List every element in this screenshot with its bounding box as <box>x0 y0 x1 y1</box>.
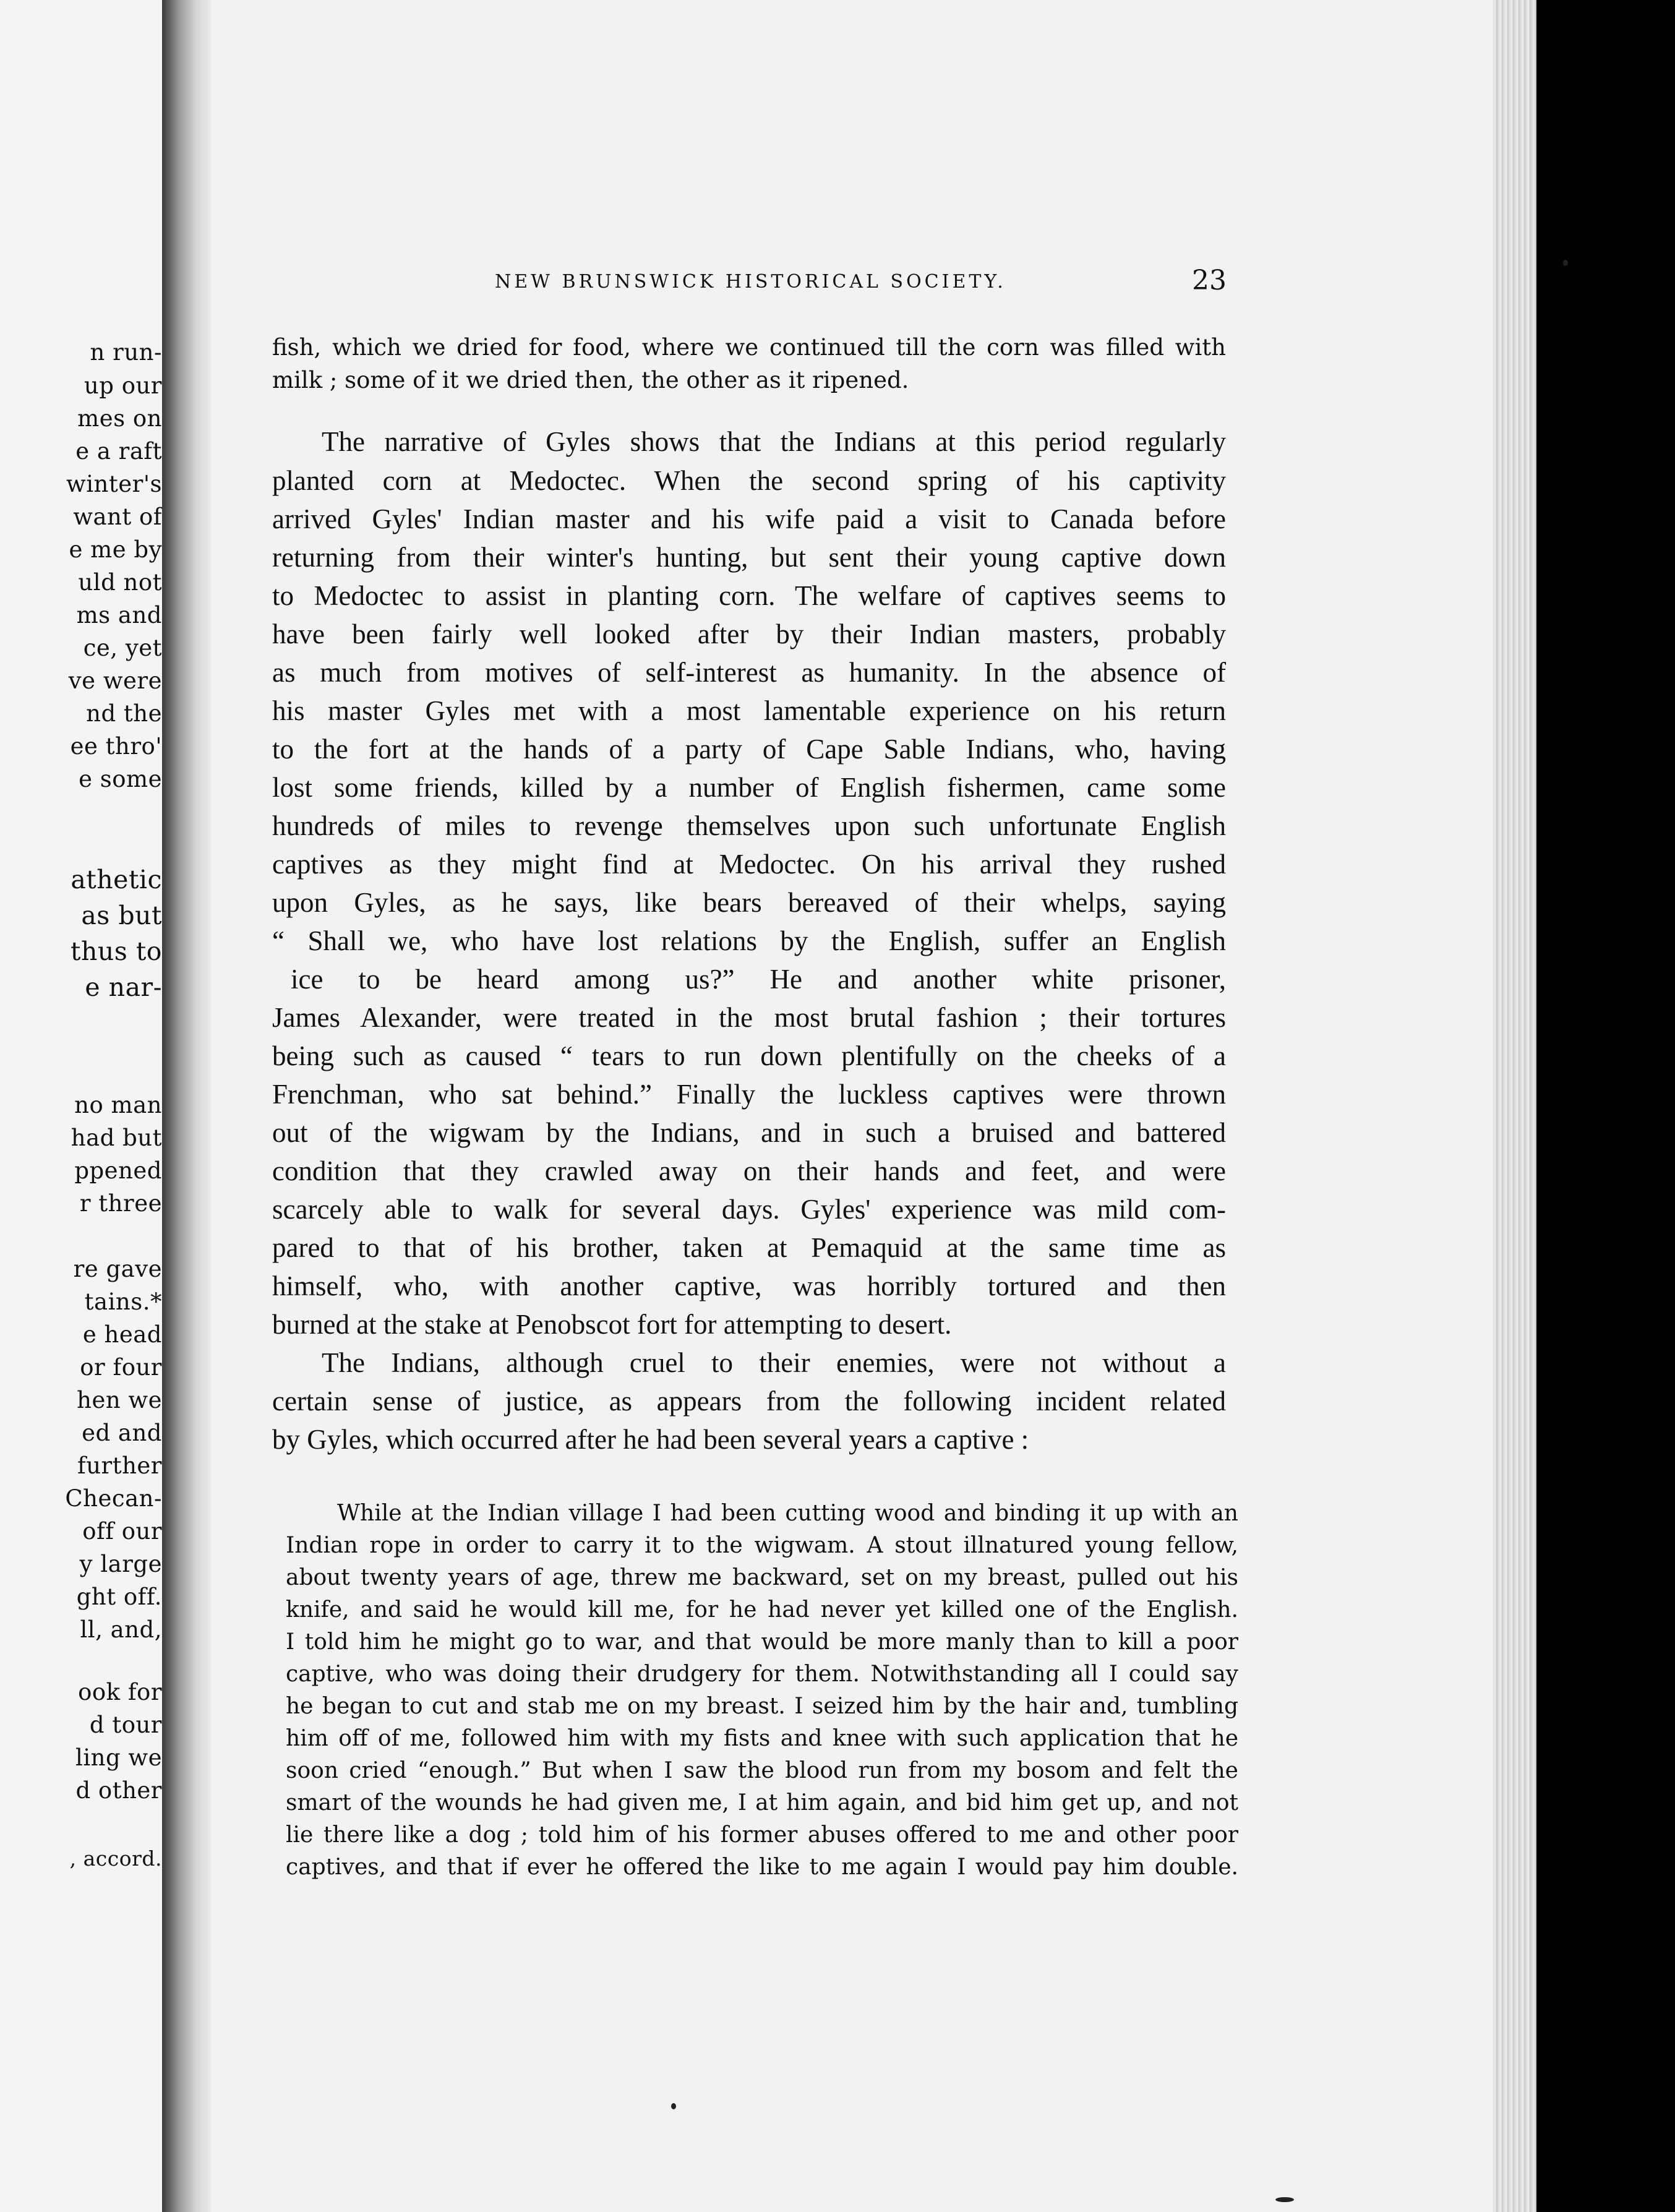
paragraph-line: pared to that of his brother, taken at Pemaquid at the same time as <box>272 1232 1226 1263</box>
previous-page-fragment <box>0 0 162 2212</box>
scan-speck <box>671 2103 676 2109</box>
previous-page-line: further <box>77 1452 162 1479</box>
paragraph-line: “ Shall we, who have lost relations by the English, suffer an English <box>272 925 1226 956</box>
paragraph-line: condition that they crawled away on their hands and feet, and were <box>272 1155 1226 1186</box>
page-number: 23 <box>1192 265 1227 296</box>
quote-line: I told him he might go to war, and that would be more manly than to kill a poor <box>286 1629 1238 1655</box>
previous-page-line: nd the <box>86 700 162 727</box>
previous-page-line: re gave <box>73 1256 162 1282</box>
quote-line: knife, and said he would kill me, for he had never yet killed one of the English. <box>286 1597 1238 1623</box>
paragraph-line: out of the wigwam by the Indians, and in such a bruised and battered <box>272 1117 1226 1148</box>
previous-page-line: as but <box>81 901 162 930</box>
previous-page-line: ook for <box>78 1679 162 1705</box>
quote-line: While at the Indian village I had been cutting wood and binding it up with an <box>337 1501 1238 1526</box>
opening-line: fish, which we dried for food, where we continued till the corn was filled with <box>272 334 1226 361</box>
previous-page-line: or four <box>80 1354 162 1381</box>
previous-page-line: want of <box>73 504 162 530</box>
paragraph-line: being such as caused “ tears to run down plentifully on the cheeks of a <box>272 1040 1226 1071</box>
previous-page-line: e some <box>79 766 162 792</box>
scan-speck <box>1275 2197 1294 2202</box>
paragraph-line: The Indians, although cruel to their enemies, were not without a <box>322 1347 1226 1378</box>
paragraph-line: burned at the stake at Penobscot fort for attempting to desert. <box>272 1309 952 1340</box>
paragraph-line: James Alexander, were treated in the most brutal fashion ; their tortures <box>272 1002 1226 1033</box>
previous-page-line: ed and <box>82 1420 162 1446</box>
previous-page-line: mes on <box>77 405 162 432</box>
previous-page-line: e me by <box>69 536 162 563</box>
paragraph-line: ice to be heard among us?” He and another white prisoner, <box>291 964 1226 995</box>
previous-page-line: y large <box>79 1551 162 1577</box>
quote-line: about twenty years of age, threw me backward, set on my breast, pulled out his <box>286 1565 1238 1590</box>
previous-page-line: had but <box>71 1125 162 1151</box>
quote-line: captives, and that if ever he offered the like to me again I would pay him double. <box>286 1854 1238 1880</box>
paragraph-line: his master Gyles met with a most lamentable experience on his return <box>272 695 1226 726</box>
previous-page-line: ee thro' <box>70 733 162 760</box>
previous-page-line: no man <box>74 1092 162 1118</box>
previous-page-line: thus to <box>70 937 162 966</box>
quote-line: captive, who was doing their drudgery for them. Notwithstanding all I could say <box>286 1661 1238 1687</box>
previous-page-line: off our <box>82 1518 162 1545</box>
paragraph-line: scarcely able to walk for several days. Gyles' experience was mild com- <box>272 1194 1226 1225</box>
paragraph-line: returning from their winter's hunting, but sent their young captive down <box>272 542 1226 573</box>
previous-page-line: ce, yet <box>83 635 162 661</box>
quote-line: lie there like a dog ; told him of his former abuses offered to me and other poor <box>286 1822 1238 1848</box>
previous-page-line: ling we <box>75 1744 162 1771</box>
previous-page-line: e a raft <box>75 438 162 465</box>
paragraph-line: as much from motives of self-interest as humanity. In the absence of <box>272 657 1226 688</box>
paragraph-line: by Gyles, which occurred after he had been several years a captive : <box>272 1424 1029 1455</box>
paragraph-line: planted corn at Medoctec. When the second spring of his captivity <box>272 465 1226 496</box>
scan-background <box>1536 0 1675 2212</box>
previous-page-line: ll, and, <box>80 1616 162 1643</box>
previous-page-line: winter's <box>66 471 162 497</box>
paragraph-line: hundreds of miles to revenge themselves upon such unfortunate English <box>272 810 1226 841</box>
previous-page-line: uld not <box>78 569 162 596</box>
previous-page-line: e head <box>82 1321 162 1348</box>
paragraph-line: have been fairly well looked after by their Indian masters, probably <box>272 619 1226 649</box>
previous-page-line: n run- <box>90 339 162 366</box>
paragraph-line: to Medoctec to assist in planting corn. The welfare of captives seems to <box>272 580 1226 611</box>
previous-page-line: ms and <box>76 602 162 628</box>
quote-line: he began to cut and stab me on my breast. I seized him by the hair and, tumbling <box>286 1694 1238 1719</box>
running-head: NEW BRUNSWICK HISTORICAL SOCIETY. <box>495 271 1006 293</box>
quote-line: smart of the wounds he had given me, I at him again, and bid him get up, and not <box>286 1790 1238 1815</box>
previous-page-line: hen we <box>77 1387 162 1413</box>
quote-line: him off of me, followed him with my fists and knee with such application that he <box>286 1726 1238 1751</box>
previous-page-line: , accord. <box>69 1846 162 1871</box>
paragraph-line: upon Gyles, as he says, like bears bereaved of their whelps, saying <box>272 887 1226 918</box>
quote-line: Indian rope in order to carry it to the wigwam. A stout illnatured young fellow, <box>286 1533 1238 1558</box>
previous-page-line: d tour <box>89 1712 162 1738</box>
previous-page-line: athetic <box>71 865 162 894</box>
opening-line: milk ; some of it we dried then, the other as it ripened. <box>272 367 909 393</box>
previous-page-line: ght off. <box>76 1584 162 1610</box>
previous-page-line: tains.* <box>84 1288 162 1315</box>
previous-page-line: Checan- <box>65 1485 162 1512</box>
paragraph-line: himself, who, with another captive, was horribly tortured and then <box>272 1271 1226 1301</box>
book-gutter <box>162 0 212 2212</box>
paragraph-line: Frenchman, who sat behind.” Finally the luckless captives were thrown <box>272 1079 1226 1110</box>
paragraph-line: The narrative of Gyles shows that the Indians at this period regularly <box>322 426 1226 457</box>
quote-line: soon cried “enough.” But when I saw the blood run from my bosom and felt the <box>286 1758 1238 1783</box>
previous-page-line: up our <box>84 372 162 399</box>
paragraph-line: arrived Gyles' Indian master and his wife paid a visit to Canada before <box>272 504 1226 534</box>
previous-page-line: e nar- <box>85 972 162 1002</box>
previous-page-line: d other <box>75 1777 162 1804</box>
previous-page-line: ve were <box>68 667 162 694</box>
page-edges <box>1493 0 1536 2212</box>
previous-page-line: r three <box>79 1190 162 1217</box>
previous-page-text <box>0 0 162 2212</box>
paragraph-line: certain sense of justice, as appears from the following incident related <box>272 1386 1226 1417</box>
paragraph-line: to the fort at the hands of a party of Cape Sable Indians, who, having <box>272 734 1226 765</box>
paragraph-line: lost some friends, killed by a number of English fishermen, came some <box>272 772 1226 803</box>
paragraph-line: captives as they might find at Medoctec. On his arrival they rushed <box>272 849 1226 880</box>
scan-speck <box>1563 260 1568 266</box>
previous-page-line: ppened <box>74 1157 162 1184</box>
